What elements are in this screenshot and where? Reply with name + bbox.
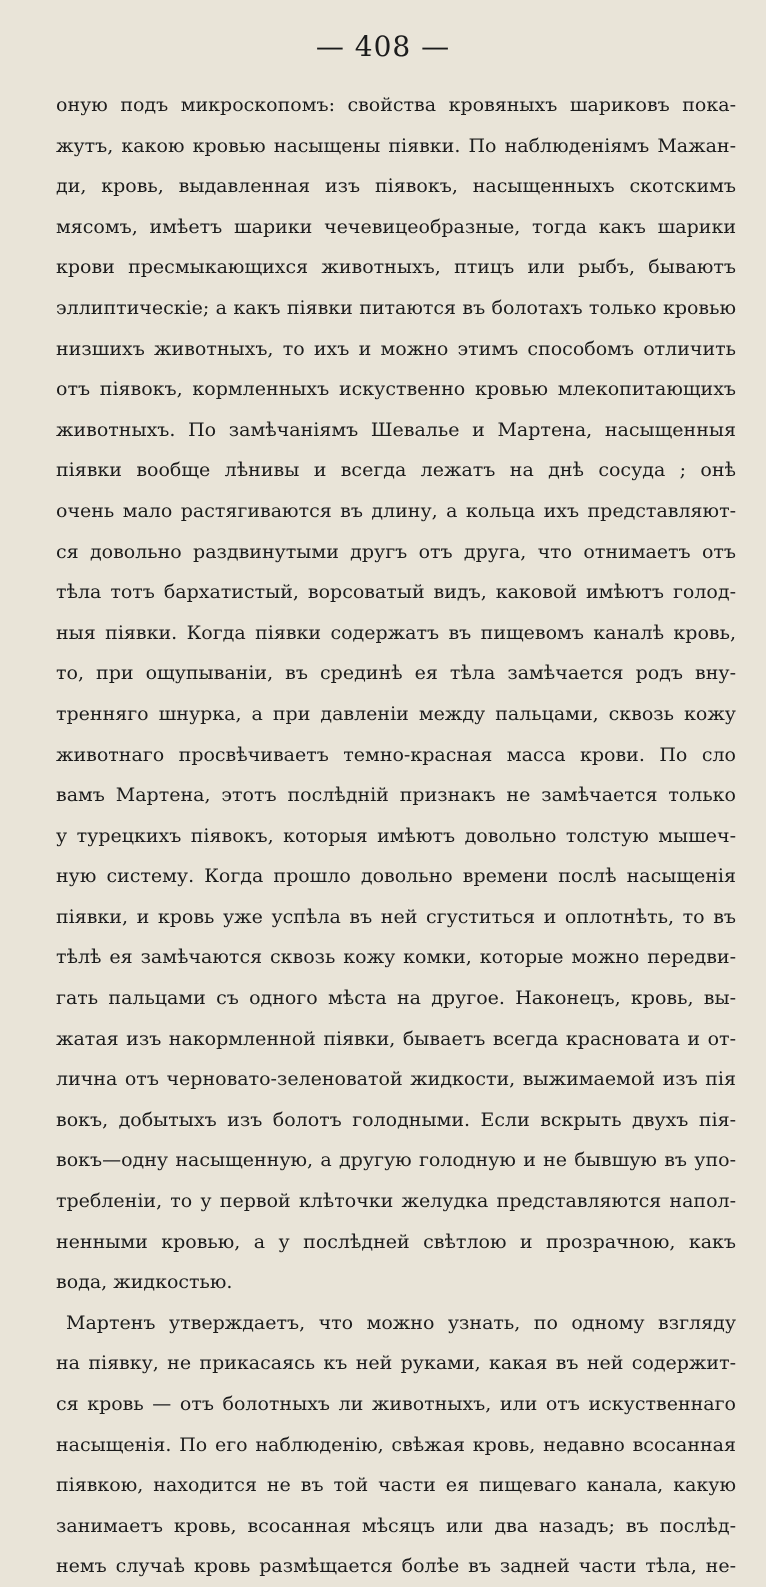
text-line: ную систему. Когда прошло довольно времени послѣ насыщенія (56, 865, 736, 888)
text-line: низшихъ животныхъ, то ихъ и можно этимъ способомъ отличить (56, 337, 736, 360)
page-number: — 408 — (315, 30, 451, 63)
text-line: тренняго шнурка, а при давленіи между пальцами, сквозь кожу (56, 702, 736, 725)
text-line: мясомъ, имѣетъ шарики чечевицеобразные, тогда какъ шарики (56, 215, 736, 238)
body-text (56, 85, 736, 1587)
text-line: жатая изъ накормленной піявки, бываетъ всегда красновата и от- (56, 1027, 736, 1050)
text-line: піявки, и кровь уже успѣла въ ней сгуститься и оплотнѣть, то въ (56, 905, 736, 928)
text-line: ныя піявки. Когда піявки содержатъ въ пищевомъ каналѣ кровь, (56, 621, 736, 644)
text-line: вамъ Мартена, этотъ послѣдній признакъ не замѣчается только (56, 784, 736, 807)
text-line: ненными кровью, а у послѣдней свѣтлою и прозрачною, какъ (56, 1230, 736, 1253)
text-line: животныхъ. По замѣчаніямъ Шевалье и Мартена, насыщенныя (56, 418, 736, 441)
text-line: крови пресмыкающихся животныхъ, птицъ или рыбъ, бываютъ (56, 256, 736, 279)
text-line: піявки вообще лѣнивы и всегда лежатъ на днѣ сосуда ; онѣ (56, 459, 736, 482)
text-line: у турецкихъ піявокъ, которыя имѣютъ довольно толстую мышеч- (56, 824, 736, 847)
text-line: ся довольно раздвинутыми другъ отъ друга, что отнимаетъ отъ (56, 540, 736, 563)
text-line: тѣлѣ ея замѣчаются сквозь кожу комки, которые можно передви- (56, 946, 736, 969)
text-line: оную подъ микроскопомъ: свойства кровяныхъ шариковъ пока- (56, 94, 736, 116)
text-line: гать пальцами съ одного мѣста на другое. Наконецъ, кровь, вы- (56, 987, 736, 1010)
text-line: вокъ—одну насыщенную, а другую голодную и не бывшую въ упо- (56, 1149, 736, 1172)
text-line: піявкою, находится не въ той части ея пищеваго канала, какую (56, 1474, 736, 1497)
text-line: тѣла тотъ бархатистый, ворсоватый видъ, каковой имѣютъ голод- (56, 581, 736, 604)
text-line: ди, кровь, выдавленная изъ піявокъ, насыщенныхъ скотскимъ (56, 175, 736, 198)
text-line: то, при ощупываніи, въ срединѣ ея тѣла замѣчается родъ вну- (56, 662, 736, 685)
text-line: жутъ, какою кровью насыщены піявки. По наблюденіямъ Мажан- (56, 134, 736, 157)
text-line: вокъ, добытыхъ изъ болотъ голодными. Если вскрыть двухъ пія- (56, 1108, 736, 1131)
text-line: ся кровь — отъ болотныхъ ли животныхъ, или отъ искуственнаго (56, 1393, 736, 1415)
text-line: отъ піявокъ, кормленныхъ искуственно кровью млекопитающихъ (56, 378, 736, 401)
text-line: насыщенія. По его наблюденію, свѣжая кровь, недавно всосанная (56, 1433, 736, 1456)
text-line: немъ случаѣ кровь размѣщается болѣе въ задней части тѣла, не- (56, 1555, 736, 1578)
text-line: занимаетъ кровь, всосанная мѣсяцъ или два назадъ; въ послѣд- (56, 1514, 736, 1537)
text-line: требленіи, то у первой клѣточки желудка представляются напол- (56, 1190, 736, 1213)
text-line: лична отъ черновато-зеленоватой жидкости, выжимаемой изъ пія (56, 1068, 736, 1091)
text-line: животнаго просвѣчиваетъ темно-красная масса крови. По сло (56, 743, 736, 766)
text-line: на піявку, не прикасаясь къ ней руками, какая въ ней содержит- (56, 1352, 736, 1375)
text-line: очень мало растягиваются въ длину, а кольца ихъ представляют- (56, 499, 736, 522)
text-line: Мартенъ утверждаетъ, что можно узнать, по одному взгляду (66, 1311, 736, 1334)
text-line: эллиптическіе; а какъ піявки питаются въ болотахъ только кровью (56, 296, 736, 319)
text-line: вода, жидкостью. (56, 1271, 233, 1294)
